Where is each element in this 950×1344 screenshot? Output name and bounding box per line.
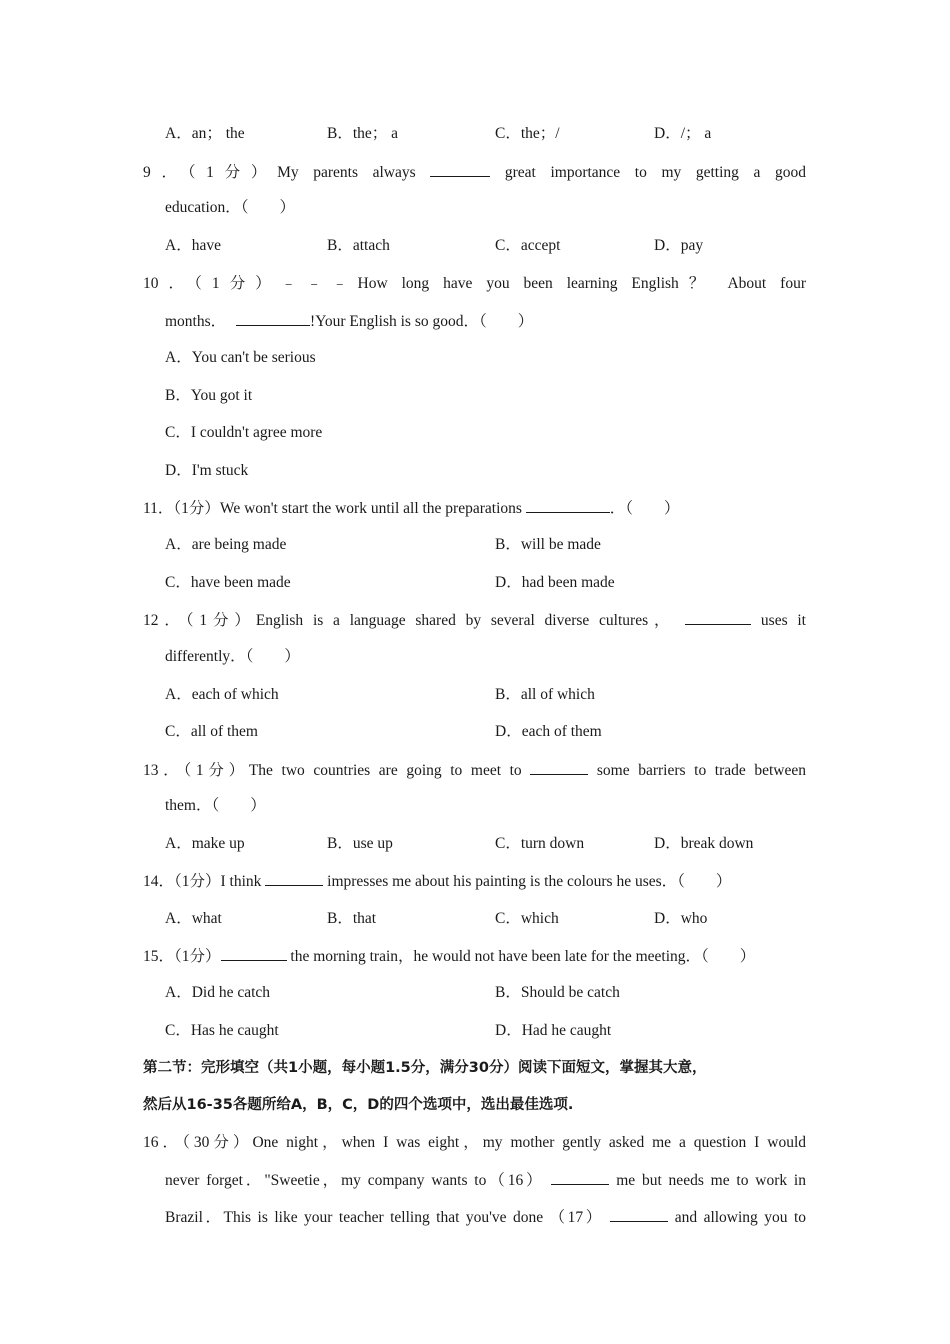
section2-heading-line2: 然后从16-35各题所给A，B，C，D的四个选项中，选出最佳选项. — [143, 1097, 574, 1113]
section2-heading-line1: 第二节：完形填空（共1小题，每小题1.5分，满分30分）阅读下面短文，掌握其大意， — [143, 1060, 707, 1076]
q10-stem: 10．（1分）﹣﹣﹣How long have you been learning English？ About four — [143, 275, 806, 292]
q15-stem-post: the morning train，he would not have been late for the meeting．（ ） — [290, 948, 756, 965]
q16-blank-17 — [610, 1207, 668, 1222]
q13-option-a: A．make up — [165, 835, 245, 852]
q10-cont-pre: months． — [165, 313, 227, 330]
q13-option-d: D．break down — [654, 835, 754, 852]
q9-stem-post: great importance to my getting a good — [504, 164, 806, 181]
q12-stem-post: uses it — [760, 612, 806, 629]
q10-option-a: A．You can't be serious — [165, 349, 316, 366]
q15-option-d: D．Had he caught — [495, 1022, 612, 1039]
q8-option-c: C．the；/ — [495, 125, 560, 142]
q14-option-d: D．who — [654, 910, 708, 927]
q9-stem-cont: education．（ ） — [165, 199, 296, 216]
q8-option-a: A．an； the — [165, 125, 245, 142]
q13-stem-post: some barriers to trade between — [596, 762, 807, 779]
q12-blank — [685, 610, 751, 625]
q9-option-a: A．have — [165, 237, 221, 254]
q15-blank — [221, 946, 287, 961]
q14-option-b: B．that — [327, 910, 377, 927]
q10-stem-cont — [165, 311, 533, 332]
q13-option-b: B．use up — [327, 835, 393, 852]
q10-option-d: D．I'm stuck — [165, 462, 249, 479]
q14-option-c: C．which — [495, 910, 559, 927]
q12-stem-cont: differently．（ ） — [165, 648, 300, 665]
q15-stem-pre: 15．（1分） — [143, 948, 221, 965]
q12-stem-pre: 12．（1分）English is a language shared by several diverse cultures， — [143, 612, 676, 629]
q10-cont-post: !Your English is so good．（ ） — [310, 313, 534, 330]
q12-option-b: B．all of which — [495, 686, 595, 703]
q11-stem-post: ．（ ） — [609, 500, 680, 517]
q9-blank — [430, 162, 490, 177]
q11-stem — [143, 498, 680, 519]
q15-option-c: C．Has he caught — [165, 1022, 279, 1039]
q11-option-b: B．will be made — [495, 536, 601, 553]
q11-option-c: C．have been made — [165, 574, 291, 591]
q11-option-d: D．had been made — [495, 574, 615, 591]
q16-line3-pre: Brazil．This is like your teacher telling that you've done （17） — [165, 1209, 604, 1226]
q12-stem — [143, 610, 806, 631]
q16-line1: 16．（30分）One night，when I was eight，my mother gently asked me a question I would — [143, 1134, 806, 1151]
q9-stem — [143, 162, 806, 183]
q16-line2 — [165, 1170, 806, 1191]
q13-stem-cont: them．（ ） — [165, 797, 266, 814]
q16-blank-16 — [551, 1170, 609, 1185]
q8-option-d: D．/； a — [654, 125, 712, 142]
q13-option-c: C．turn down — [495, 835, 585, 852]
q14-option-a: A．what — [165, 910, 222, 927]
q14-stem — [143, 871, 731, 892]
q11-option-a: A．are being made — [165, 536, 287, 553]
q9-option-b: B．attach — [327, 237, 390, 254]
q9-option-c: C．accept — [495, 237, 561, 254]
q16-line2-pre: never forget．"Sweetie，my company wants to（16） — [165, 1172, 545, 1189]
q13-blank — [530, 760, 588, 775]
q15-option-b: B．Should be catch — [495, 984, 620, 1001]
q10-blank — [236, 311, 310, 326]
q12-option-d: D．each of them — [495, 723, 602, 740]
q13-stem-pre: 13．（1分）The two countries are going to meet to — [143, 762, 522, 779]
q14-stem-pre: 14．（1分）I think — [143, 873, 262, 890]
q9-option-d: D．pay — [654, 237, 704, 254]
q11-stem-pre: 11．（1分）We won't start the work until all the preparations — [143, 500, 522, 517]
q16-line3-post: and allowing you to — [674, 1209, 807, 1226]
q14-stem-post: impresses me about his painting is the colours he uses．（ ） — [327, 873, 732, 890]
q11-blank — [526, 498, 610, 513]
q12-option-c: C．all of them — [165, 723, 258, 740]
q15-option-a: A．Did he catch — [165, 984, 271, 1001]
q16-line2-post: me but needs me to work in — [616, 1172, 806, 1189]
q13-stem — [143, 760, 806, 781]
q10-option-b: B．You got it — [165, 387, 253, 404]
q15-stem — [143, 946, 755, 967]
q10-option-c: C．I couldn't agree more — [165, 424, 323, 441]
q8-option-b: B．the； a — [327, 125, 399, 142]
q9-stem-pre: 9．（1分）My parents always — [143, 164, 416, 181]
q16-line3 — [165, 1207, 806, 1228]
q12-option-a: A．each of which — [165, 686, 279, 703]
q14-blank — [265, 871, 323, 886]
